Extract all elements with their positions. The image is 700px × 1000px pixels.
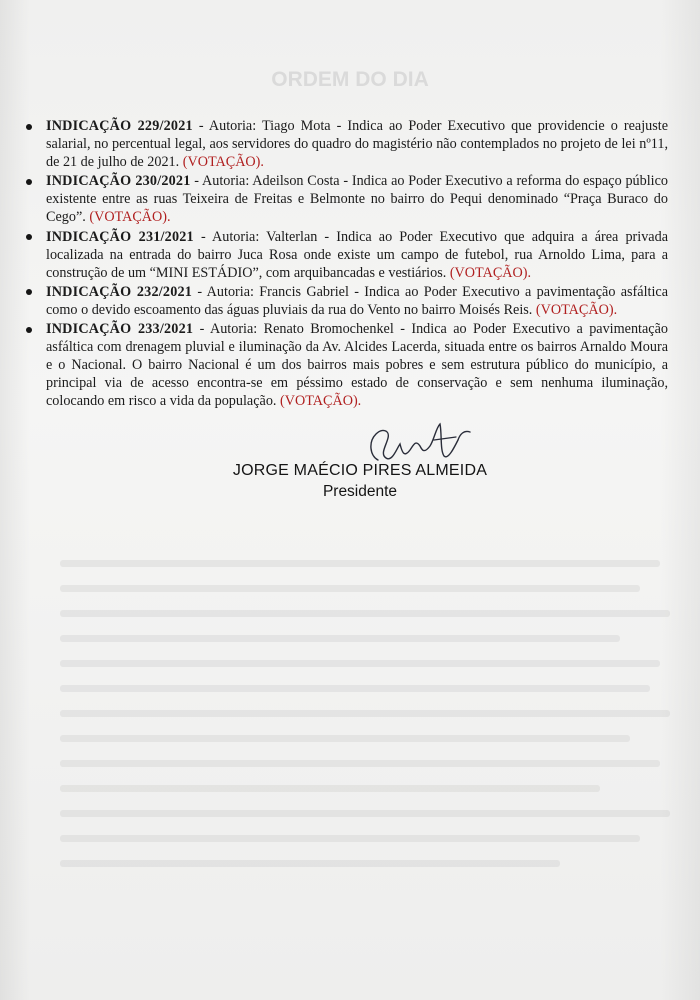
item-number: INDICAÇÃO 230/2021 (46, 173, 191, 190)
item-number: INDICAÇÃO 229/2021 (46, 118, 193, 134)
item-text: - Autoria: Francis Gabriel - Indica ao Poder Executivo a pavimentação asfáltica como o devido escoamento das águas pluviais da rua do Vento no bairro Moisés Reis. (46, 283, 668, 318)
vote-label: (VOTAÇÃO). (535, 301, 618, 318)
ghost-title: ORDEM DO DIA (271, 68, 429, 91)
vote-label: (VOTAÇÃO). (182, 154, 264, 171)
handwritten-signature (360, 420, 480, 468)
agenda-list (20, 117, 668, 412)
bullet-icon (26, 289, 32, 295)
list-item-indicacao-233 (20, 320, 668, 410)
list-item-indicacao-232 (20, 283, 668, 319)
vote-label: (VOTAÇÃO). (449, 264, 532, 281)
bullet-icon (26, 327, 32, 333)
signatory-name: JORGE MAÉCIO PIRES ALMEIDA (232, 462, 488, 479)
item-text: - Autoria: Valterlan - Indica ao Poder Executivo que adquira a área privada localizada na entrada do bairro Juca Rosa onde existe um campo de futebol, rua Arnoldo Lima, para a construção de um “MINI ESTÁDIO”, com arquibancadas e vestiários. (46, 228, 668, 281)
bullet-icon (26, 179, 32, 185)
item-text: - Autoria: Tiago Mota - Indica ao Poder Executivo que providencie o reajuste salarial, no percentual legal, aos servidores do quadro do magistério não contemplados no projeto de lei nº11, de 21 de julho de 2021. (46, 118, 668, 171)
bullet-icon (26, 124, 32, 130)
item-number: INDICAÇÃO 231/2021 (46, 228, 194, 245)
signatory-role: Presidente (322, 483, 398, 500)
vote-label: (VOTAÇÃO). (89, 209, 171, 226)
list-item-indicacao-229 (20, 117, 668, 171)
list-item-indicacao-231 (20, 228, 668, 282)
vote-label: (VOTAÇÃO). (280, 393, 362, 410)
item-text: - Autoria: Renato Bromochenkel - Indica ao Poder Executivo a pavimentação asfáltica com drenagem pluvial e iluminação da Av. Alcides Lacerda, situada entre os bairros Arnaldo Moura e o Nacional. O bairro Nacional é um dos bairros mais pobres e sem estrutura público do município, a principal via de acesso encontra-se em péssimo estado de conservação e sem nenhuma iluminação, colocando em risco a vida da população. (46, 321, 668, 410)
item-number: INDICAÇÃO 233/2021 (46, 321, 194, 338)
item-number: INDICAÇÃO 232/2021 (46, 283, 193, 300)
item-text: - Autoria: Adeilson Costa - Indica ao Poder Executivo a reforma do espaço público existente entre as ruas Teixeira de Freitas e Belmonte no bairro do Pequi denominado “Praça Buraco do Cego”. (46, 173, 668, 226)
bullet-icon (26, 234, 32, 240)
list-item-indicacao-230 (20, 172, 668, 226)
